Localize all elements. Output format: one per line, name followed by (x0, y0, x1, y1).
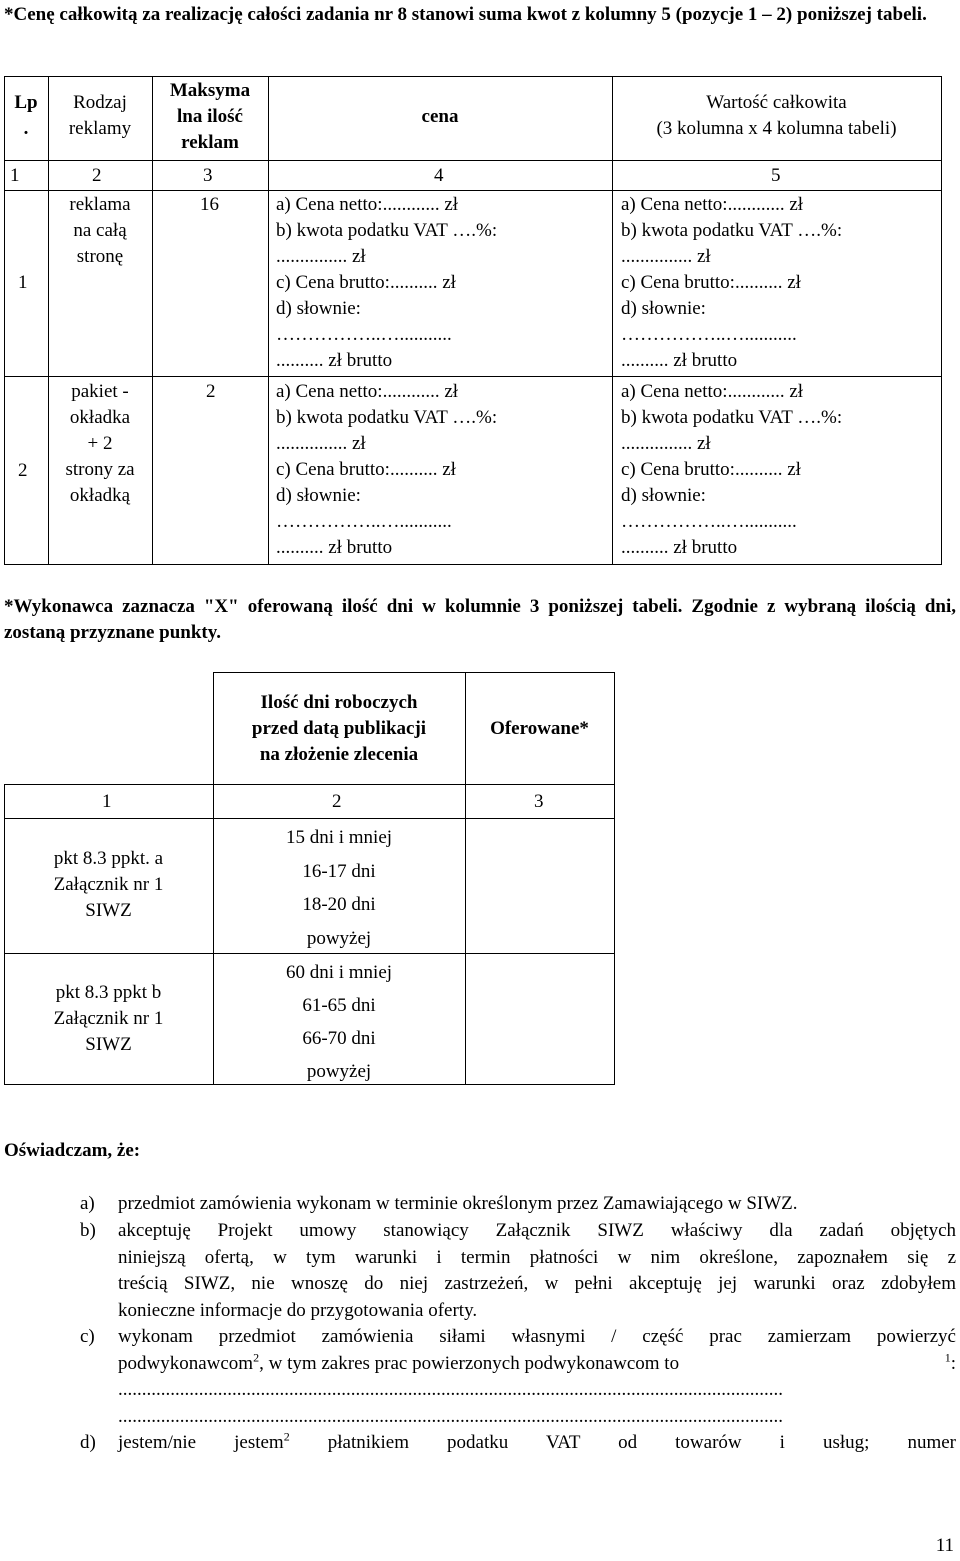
offer-checkbox-cell[interactable] (467, 820, 613, 952)
declaration-item: d) jestem/nie jestem$^2$ płatnikiem podatku VAT od towarów i usług; numer (80, 1429, 956, 1453)
col-number: 4 (434, 165, 444, 186)
declaration-item: a) przedmiot zamówienia wykonam w terminie określonym przez Zamawiającego w SIWZ. (80, 1193, 798, 1214)
row-rodzaj: reklama na całą stronę (69, 194, 131, 267)
declaration-item: b) akceptuję Projekt umowy stanowiący Załącznik SIWZ właściwy dla zadań objętych niniejszą ofertą, w tym warunki i termin płatności w nim określone, zapoznałem się z treścią SIWZ, nie wnoszę do niej zastrzeżeń, w pełni akceptuję jej warunki oraz zdobyłem konieczne informacje do przygotowania oferty. (80, 1220, 956, 1321)
price-block-wartosc: a) Cena netto:............ zł b) kwota podatku VAT ….%: ............... zł c) Cena brutto:.......... zł d) słownie: ……………..…........... .......... zł brutto (621, 381, 843, 558)
row-lp: 2 (18, 460, 28, 481)
col-number: 3 (534, 791, 544, 812)
day-options: 15 dni i mniej 16-17 dni 18-20 dni powyżej (285, 827, 393, 949)
declaration-title: Oświadczam, że: (4, 1140, 141, 1161)
page-number: 11 (935, 1535, 954, 1556)
header-cena: cena (421, 106, 459, 127)
price-block-wartosc: a) Cena netto:............ zł b) kwota podatku VAT ….%: ............... zł c) Cena brutto:.......... zł d) słownie: ……………..…........... .......... zł brutto (621, 194, 843, 371)
header-maksymalna: Maksyma lna ilość reklam (169, 80, 251, 153)
header-lp: Lp . (14, 92, 38, 139)
price-block-cena: a) Cena netto:............ zł b) kwota podatku VAT ….%: ............... zł c) Cena brutto:.......... zł d) słownie: ……………..…........... .......... zł brutto (276, 381, 498, 558)
row-rodzaj: pakiet - okładka + 2 strony za okładką (65, 381, 135, 506)
day-options: 60 dni i mniej 61-65 dni 66-70 dni powyżej (285, 962, 393, 1082)
group-label: pkt 8.3 ppkt. a Załącznik nr 1 SIWZ (53, 848, 164, 921)
col-number: 1 (102, 791, 112, 812)
header-offer: Oferowane* (490, 718, 589, 739)
row-lp: 1 (18, 272, 28, 293)
header-rodzaj: Rodzaj reklamy (68, 92, 132, 139)
col-number: 5 (771, 165, 781, 186)
col-number: 2 (332, 791, 342, 812)
offer-note: *Wykonawca zaznacza "X" oferowaną ilość dni w kolumnie 3 poniższej tabeli. Zgodnie z wybraną ilością dni, zostaną przyznane punkty. (4, 596, 956, 643)
col-number: 2 (92, 165, 102, 186)
price-block-cena: a) Cena netto:............ zł b) kwota podatku VAT ….%: ............... zł c) Cena brutto:.......... zł d) słownie: ……………..…........... .......... zł brutto (276, 194, 498, 371)
declaration-item: c) wykonam przedmiot zamówienia siłami własnymi / część prac zamierzam powierzyć podwykonawcom$^2$, w tym zakres prac powierzonych podwykonawcom to $^1$: ............................................................................................................................................ ............................................................................................................................................ (80, 1326, 956, 1427)
row-ilosc: 2 (206, 381, 216, 402)
offer-checkbox-cell[interactable] (467, 955, 613, 1083)
group-label: pkt 8.3 ppkt b Załącznik nr 1 SIWZ (53, 982, 164, 1055)
col-number: 3 (203, 165, 213, 186)
row-ilosc: 16 (200, 194, 219, 215)
top-note: *Cenę całkowitą za realizację całości zadania nr 8 stanowi suma kwot z kolumny 5 (pozycje 1 – 2) poniższej tabeli. (4, 4, 927, 25)
header-wartosc: Wartość całkowita (3 kolumna x 4 kolumna tabeli) (656, 92, 897, 139)
col-number: 1 (10, 165, 20, 186)
header-days: Ilość dni roboczych przed datą publikacji na złożenie zlecenia (251, 692, 427, 765)
